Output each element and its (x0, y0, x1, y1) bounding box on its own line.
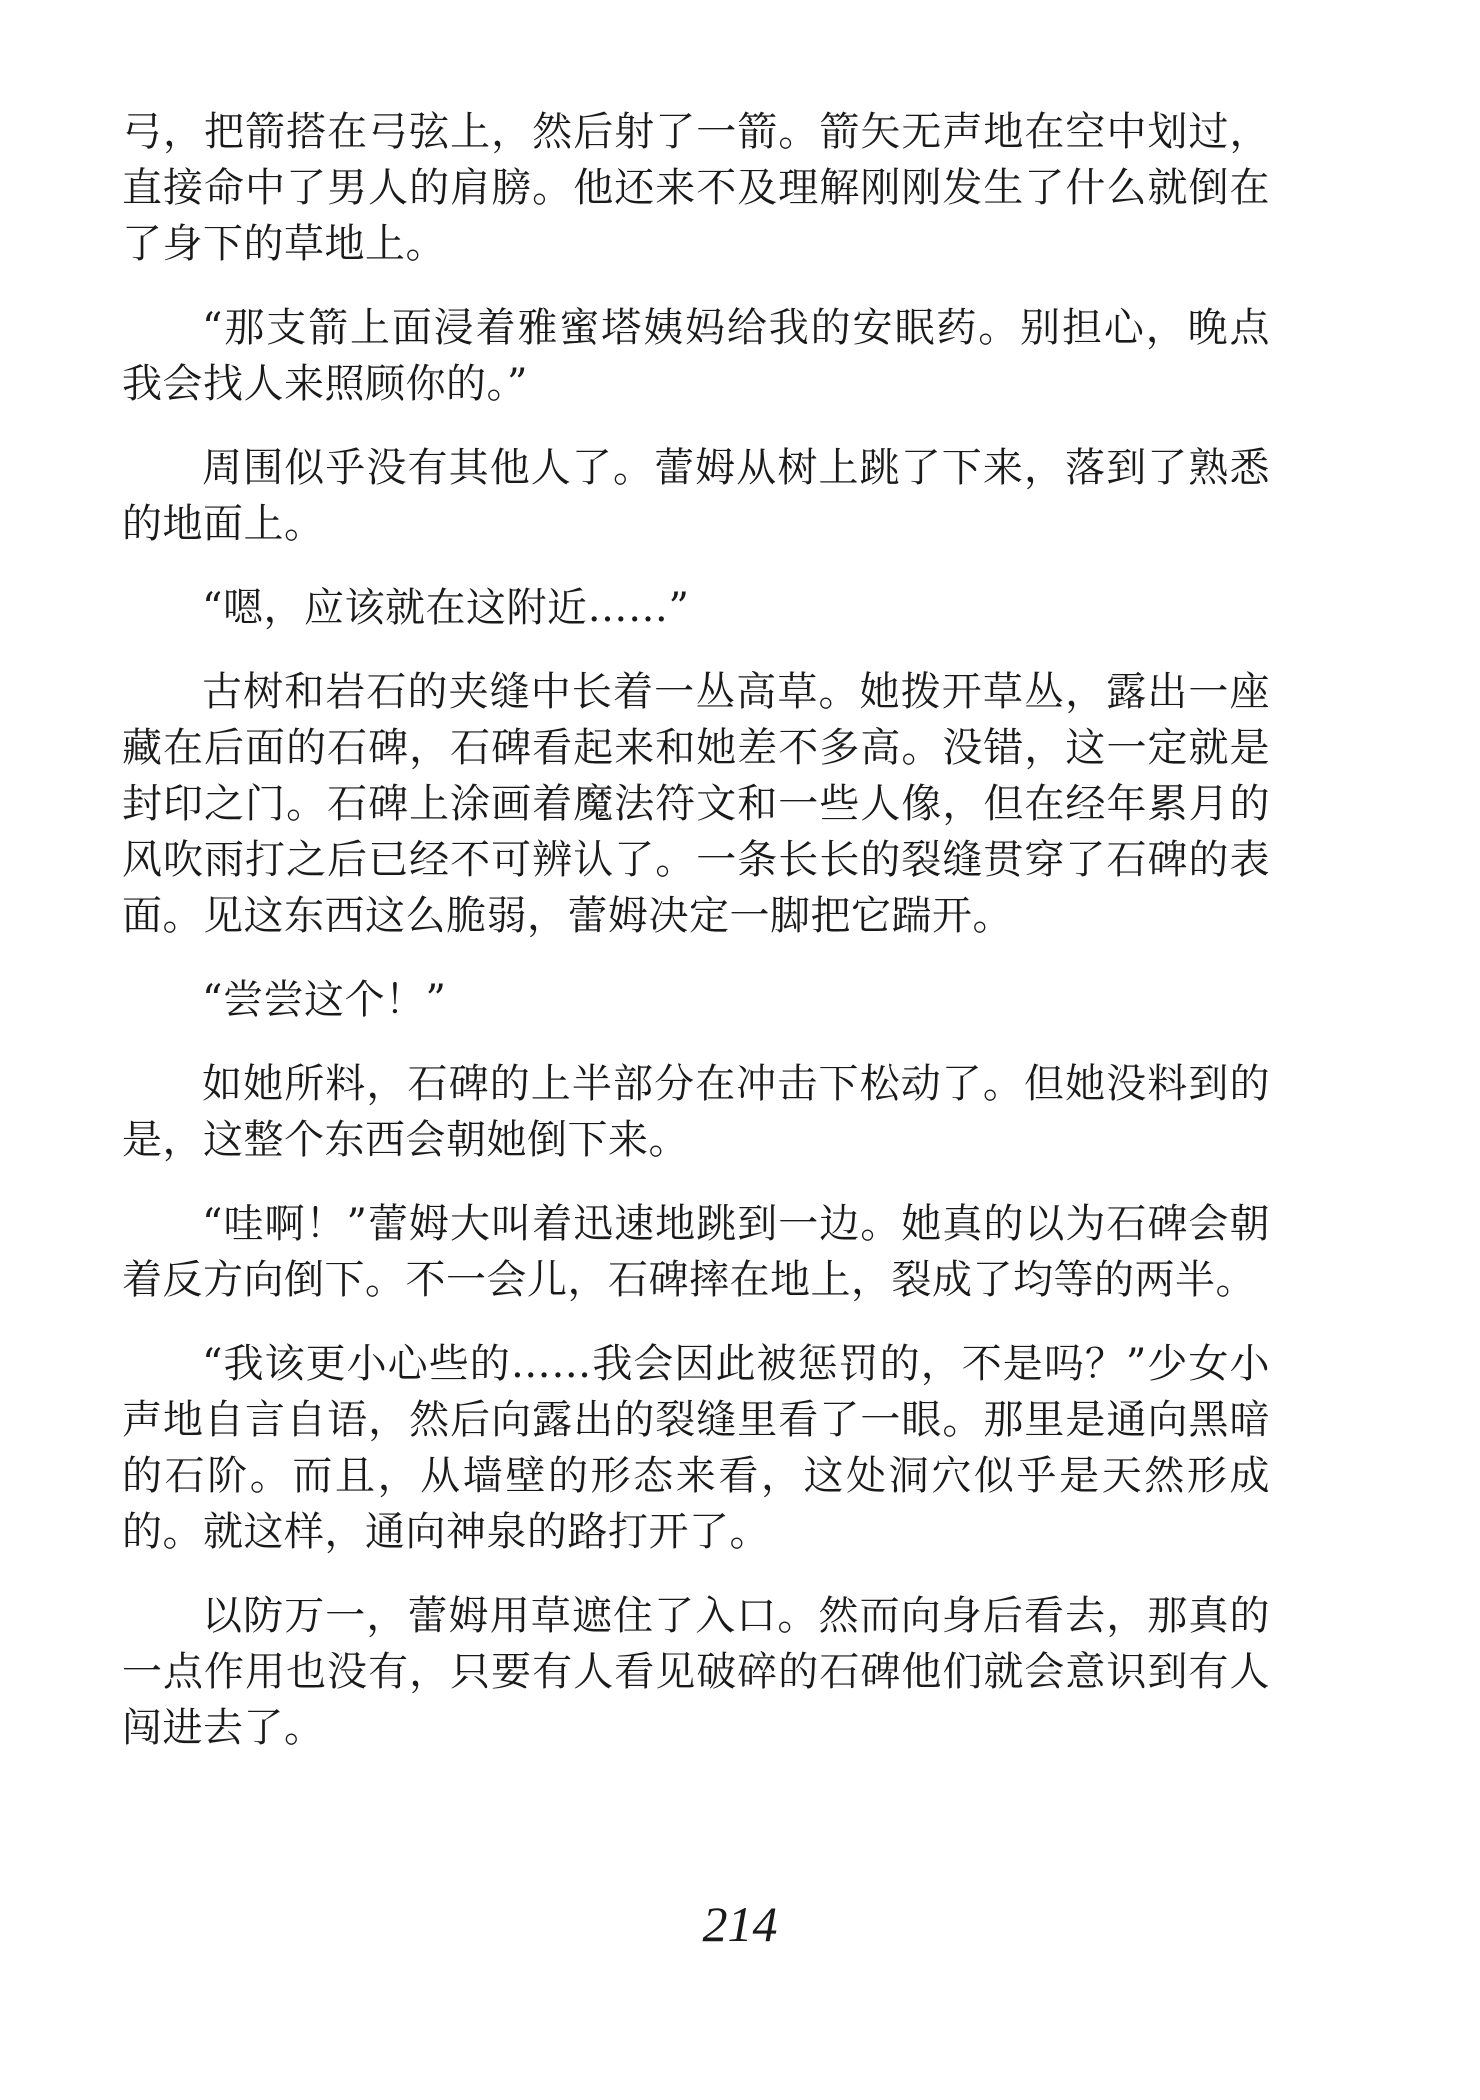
paragraph: “尝尝这个！” (202, 977, 447, 1023)
paragraph: “我该更小心些的……我会因此被惩罚的，不是吗？”少女小声地自言自语，然后向露出的裂缝里看了一眼。那里是通向黑暗的石阶。而且，从墙壁的形态来看，这处洞穴似乎是天然形成的。就这样，通向神泉的路打开了。 (122, 1341, 1270, 1555)
paragraph: 以防万一，蕾姆用草遮住了入口。然而向身后看去，那真的一点作用也没有，只要有人看见破碎的石碑他们就会意识到有人闯进去了。 (122, 1593, 1270, 1751)
body-text (122, 104, 1270, 1784)
paragraph: 如她所料，石碑的上半部分在冲击下松动了。但她没料到的是，这整个东西会朝她倒下来。 (122, 1061, 1270, 1163)
paragraph: “那支箭上面浸着雅蜜塔姨妈给我的安眠药。别担心，晚点我会找人来照顾你的。” (122, 305, 1270, 407)
paragraph: 弓，把箭搭在弓弦上，然后射了一箭。箭矢无声地在空中划过，直接命中了男人的肩膀。他还来不及理解刚刚发生了什么就倒在了身下的草地上。 (122, 109, 1270, 267)
paragraph: “嗯，应该就在这附近……” (202, 585, 690, 631)
paragraph: “哇啊！”蕾姆大叫着迅速地跳到一边。她真的以为石碑会朝着反方向倒下。不一会儿，石碑摔在地上，裂成了均等的两半。 (122, 1201, 1270, 1303)
paragraph: 周围似乎没有其他人了。蕾姆从树上跳了下来，落到了熟悉的地面上。 (122, 445, 1270, 547)
paragraph: 古树和岩石的夹缝中长着一丛高草。她拨开草丛，露出一座藏在后面的石碑，石碑看起来和她差不多高。没错，这一定就是封印之门。石碑上涂画着魔法符文和一些人像，但在经年累月的风吹雨打之后已经不可辨认了。一条长长的裂缝贯穿了石碑的表面。见这东西这么脆弱，蕾姆决定一脚把它踹开。 (122, 669, 1270, 939)
page-number: 214 (702, 1896, 778, 1952)
